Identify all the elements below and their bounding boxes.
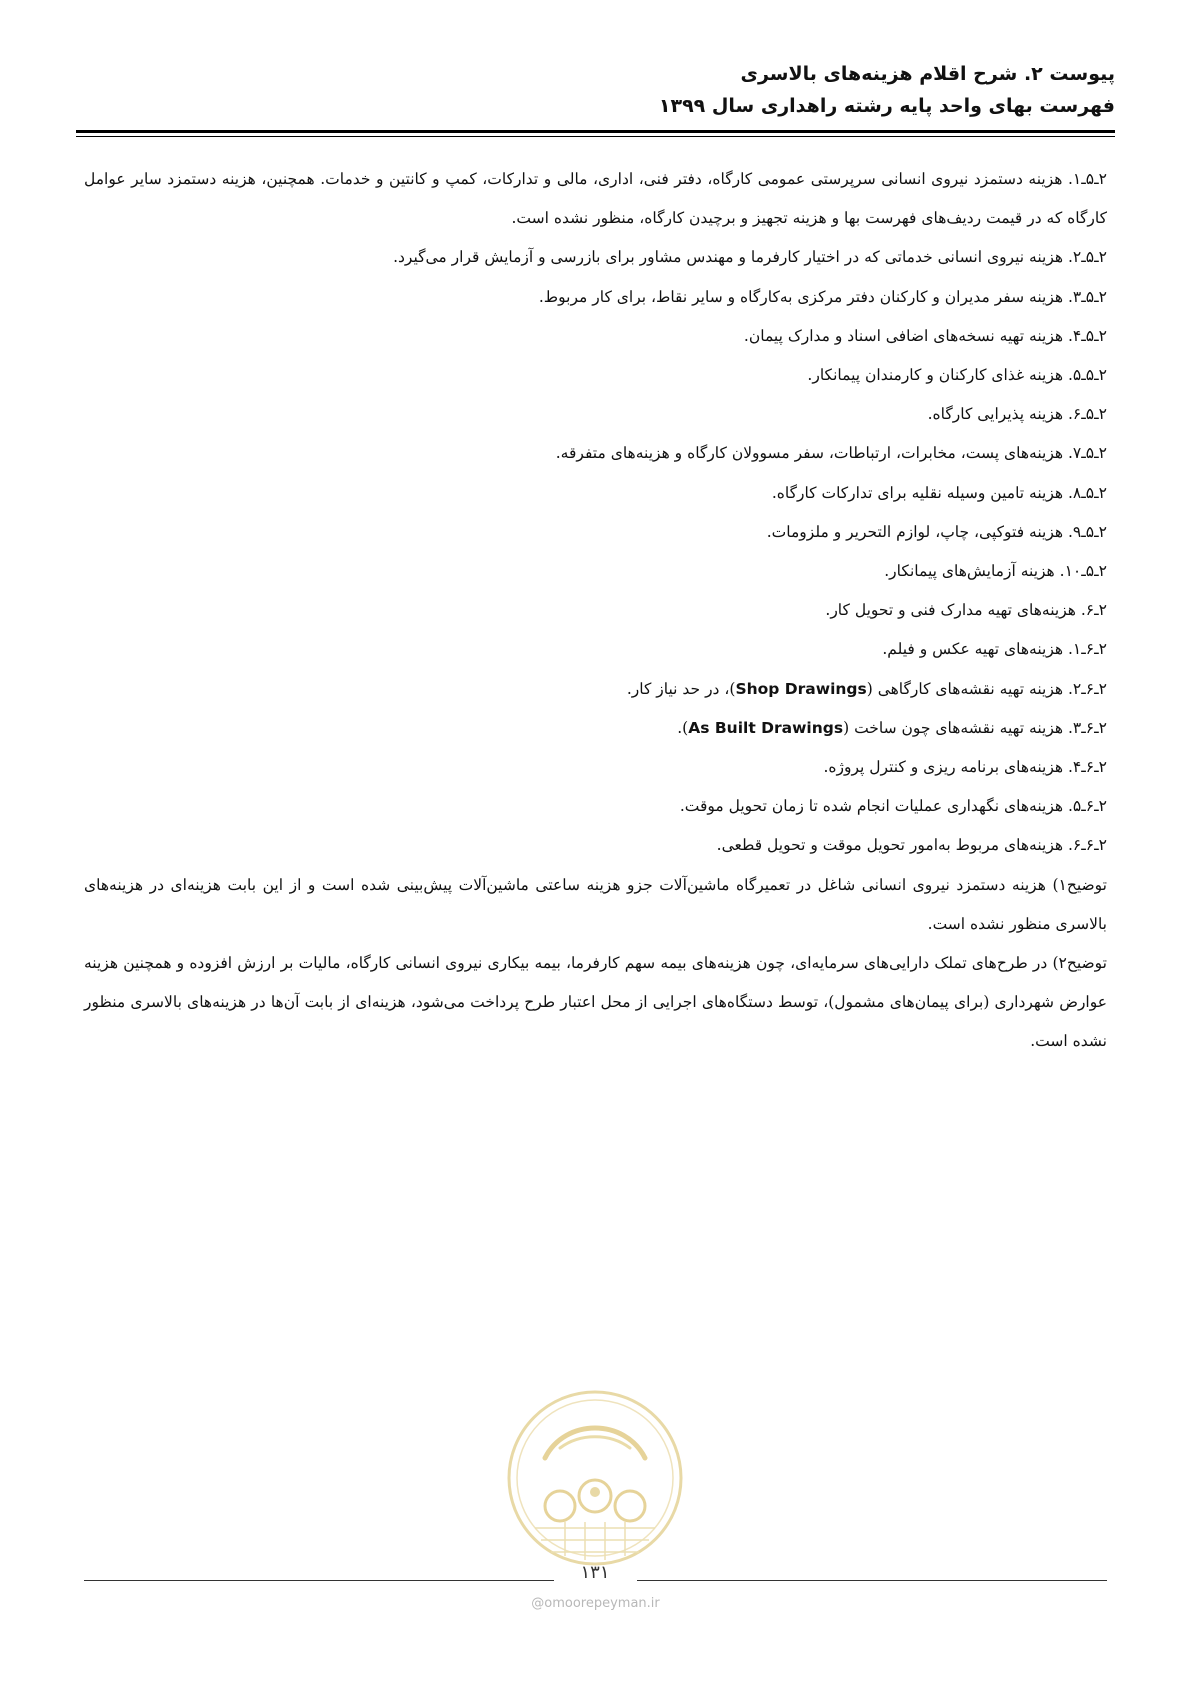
item-2-5-2: ۲ـ۵ـ۲. هزینه نیروی انسانی خدماتی که در اختیار کارفرما و مهندس مشاور برای بازرسی و آزمایش قرار می‌گیرد.	[393, 248, 1107, 267]
item-2-6-3-before: ۲ـ۶ـ۳. هزینه تهیه نقشه‌های چون ساخت (	[843, 718, 1107, 737]
body-text	[84, 160, 1107, 1062]
item-2-6-2-after: )، در حد نیاز کار.	[626, 679, 736, 698]
note-2: توضیح۲) در طرح‌های تملک دارایی‌های سرمایه‌ای، چون هزینه‌های بیمه سهم کارفرما، بیمه بیکاری نیروی انسانی کارگاه، مالیات بر ارزش افزوده و همچنین هزینه عوارض شهرداری (برای پیمان‌های مشمول)، توسط دستگاه‌های اجرایی از محل اعتبار طرح پرداخت می‌شود، هزینه‌ای از بابت آن‌ها در هزینه‌های بالاسری منظور نشده است.	[84, 954, 1107, 1051]
footer-rule-left	[84, 1580, 554, 1581]
item-2-6-2-before: ۲ـ۶ـ۲. هزینه تهیه نقشه‌های کارگاهی (	[866, 679, 1107, 698]
header-rule-thick	[76, 130, 1115, 133]
page-number: ۱۳۱	[580, 1562, 610, 1583]
page-header	[76, 58, 1115, 122]
item-2-5-5: ۲ـ۵ـ۵. هزینه غذای کارکنان و کارمندان پیمانکار.	[807, 366, 1107, 385]
item-2-6: ۲ـ۶. هزینه‌های تهیه مدارک فنی و تحویل کار.	[825, 601, 1107, 620]
item-2-6-3	[84, 709, 1107, 748]
item-2-5-3: ۲ـ۵ـ۳. هزینه سفر مدیران و کارکنان دفتر مرکزی به‌کارگاه و سایر نقاط، برای کار مربوط.	[538, 287, 1107, 306]
appendix-title: پیوست ۲. شرح اقلام هزینه‌های بالاسری	[740, 63, 1115, 85]
item-2-5-1: ۲ـ۵ـ۱. هزینه دستمزد نیروی انسانی سرپرستی عمومی کارگاه، دفتر فنی، اداری، مالی و تدارکات، کمپ و کانتین و خدمات. همچنین، هزینه دستمزد سایر عوامل کارگاه که در قیمت ردیف‌های فهرست بها و هزینه تجهیز و برچیدن کارگاه، منظور نشده است.	[84, 170, 1107, 228]
omoore-peyman-seal-logo	[505, 1388, 685, 1568]
footer-rule-right	[637, 1580, 1107, 1581]
item-2-6-4: ۲ـ۶ـ۴. هزینه‌های برنامه ریزی و کنترل پروژه.	[823, 758, 1107, 777]
item-2-5-4: ۲ـ۵ـ۴. هزینه تهیه نسخه‌های اضافی اسناد و مدارک پیمان.	[743, 326, 1107, 345]
as-built-drawings-term: As Built Drawings	[688, 718, 844, 737]
item-2-6-1: ۲ـ۶ـ۱. هزینه‌های تهیه عکس و فیلم.	[882, 640, 1107, 659]
price-list-title: فهرست بهای واحد پایه رشته راهداری سال ۱۳۹۹	[658, 95, 1115, 117]
note-1: توضیح۱) هزینه دستمزد نیروی انسانی شاغل در تعمیرگاه ماشین‌آلات جزو هزینه ساعتی ماشین‌آلات پیش‌بینی شده است و از این بابت هزینه‌ای در هزینه‌های بالاسری منظور نشده است.	[84, 875, 1107, 933]
item-2-5-6: ۲ـ۵ـ۶. هزینه پذیرایی کارگاه.	[927, 405, 1107, 424]
item-2-5-7: ۲ـ۵ـ۷. هزینه‌های پست، مخابرات، ارتباطات، سفر مسوولان کارگاه و هزینه‌های متفرقه.	[555, 444, 1107, 463]
website-watermark: @omoorepeyman.ir	[531, 1596, 660, 1611]
item-2-6-5: ۲ـ۶ـ۵. هزینه‌های نگهداری عملیات انجام شده تا زمان تحویل موقت.	[679, 797, 1107, 816]
item-2-6-2	[84, 670, 1107, 709]
item-2-6-3-after: ).	[677, 718, 689, 737]
item-2-6-6: ۲ـ۶ـ۶. هزینه‌های مربوط به‌امور تحویل موقت و تحویل قطعی.	[716, 836, 1107, 855]
item-2-5-10: ۲ـ۵ـ۱۰. هزینه آزمایش‌های پیمانکار.	[884, 562, 1107, 581]
item-2-5-9: ۲ـ۵ـ۹. هزینه فتوکپی، چاپ، لوازم التحریر و ملزومات.	[766, 522, 1107, 541]
header-rule-thin	[76, 136, 1115, 137]
item-2-5-8: ۲ـ۵ـ۸. هزینه تامین وسیله نقلیه برای تدارکات کارگاه.	[771, 483, 1107, 502]
shop-drawings-term: Shop Drawings	[735, 679, 867, 698]
